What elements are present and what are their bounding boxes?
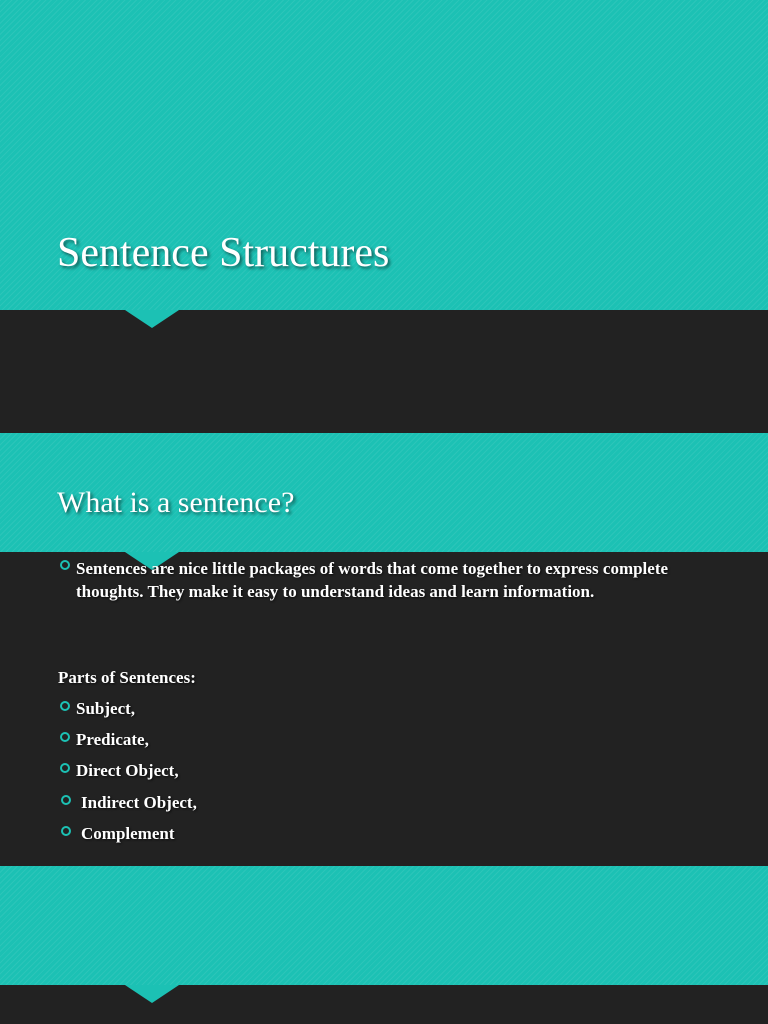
bullet-circle-icon [60,560,70,570]
part-item-indirect-object: Indirect Object, [81,793,197,812]
intro-bullet-text: Sentences are nice little packages of words that come together to express complete thoughts. They make it easy to understand ideas and learn information. [76,559,669,601]
bullet-circle-icon [60,732,70,742]
bullet-circle-icon [60,701,70,711]
slide3-content-area [0,985,768,1024]
bullet-circle-icon [61,795,71,805]
bullet-circle-icon [61,826,71,836]
slide3-title-band [0,866,768,985]
part-item-subject: Subject, [76,699,136,718]
bullet-circle-icon [60,763,70,773]
slide1-title: Sentence Structures [57,230,390,276]
slide2-title: What is a sentence? [57,486,295,519]
part-item-predicate: Predicate, [76,730,149,749]
slide1-notch [125,310,179,328]
slide3-notch [125,985,179,1003]
slide1-content-area [0,310,768,433]
part-item-direct-object: Direct Object, [76,761,179,780]
part-item-complement: Complement [81,824,175,843]
parts-heading: Parts of Sentences: [58,668,196,687]
